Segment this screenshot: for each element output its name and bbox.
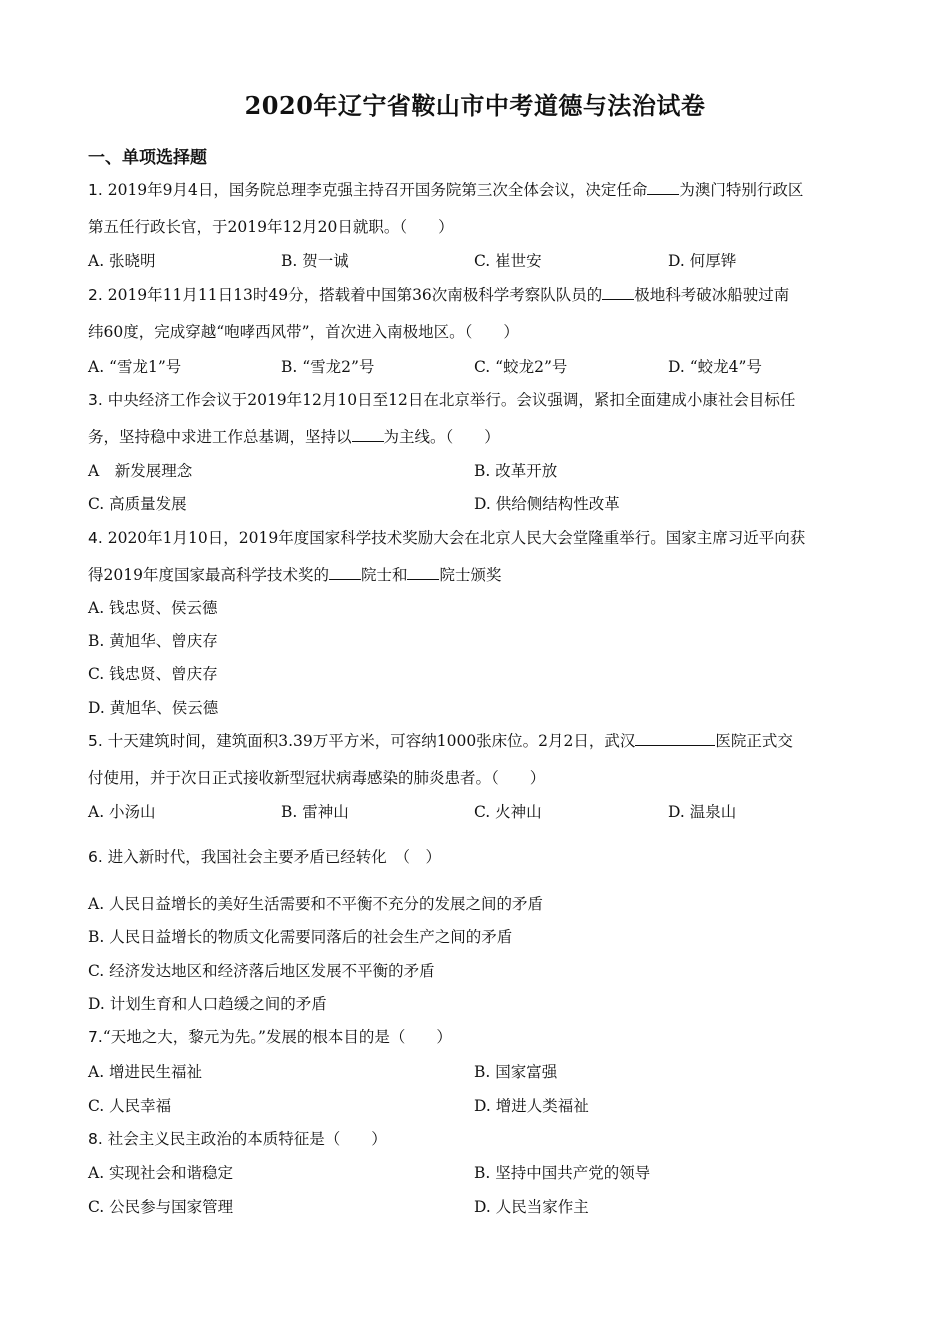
question-4-option-b: B. 黄旭华、曾庆存	[88, 632, 218, 650]
question-5-option-c: C. 火神山	[474, 803, 542, 821]
page-title: 2020年辽宁省鞍山市中考道德与法治试卷	[244, 91, 706, 120]
question-5-line-2: 付使用，并于次日正式接收新型冠状病毒感染的肺炎患者。（ ）	[88, 769, 546, 787]
question-8-option-c: C. 公民参与国家管理	[88, 1198, 234, 1216]
question-2-option-d: D. “蛟龙4”号	[668, 358, 762, 376]
question-1-line-2: 第五任行政长官，于2019年12月20日就职。（ ）	[88, 218, 454, 236]
question-2-line-1	[88, 283, 868, 305]
question-6-line-1	[88, 845, 868, 867]
question-3-option-d: D. 供给侧结构性改革	[474, 495, 620, 513]
question-2-number: 2.	[88, 286, 103, 304]
question-2-text-b: 极地科考破冰船驶过南	[634, 286, 790, 304]
question-8-text: 社会主义民主政治的本质特征是（ ）	[102, 1130, 387, 1148]
question-2-option-c: C. “蛟龙2”号	[474, 358, 568, 376]
question-8-number: 8.	[88, 1130, 103, 1148]
question-8-option-b: B. 坚持中国共产党的领导	[474, 1164, 651, 1182]
question-3-text: 中央经济工作会议于2019年12月10日至12日在北京举行。会议强调，紧扣全面建成小康社会目标任	[102, 391, 796, 409]
question-4-number: 4.	[88, 529, 103, 547]
question-6-number: 6.	[88, 848, 103, 866]
question-4-option-d: D. 黄旭华、侯云德	[88, 699, 219, 717]
question-6-option-a: A. 人民日益增长的美好生活需要和不平衡不充分的发展之间的矛盾	[88, 895, 544, 913]
question-2-option-b: B. “雪龙2”号	[281, 358, 375, 376]
question-6-option-d: D. 计划生育和人口趋缓之间的矛盾	[88, 995, 327, 1013]
question-1-option-d: D. 何厚铧	[668, 252, 737, 270]
section-heading: 一、单项选择题	[88, 148, 207, 168]
question-7-line-1	[88, 1025, 868, 1047]
question-1-option-c: C. 崔世安	[474, 252, 542, 270]
question-4-text: 2020年1月10日，2019年度国家科学技术奖励大会在北京人民大会堂隆重举行。国家主席习近平向获	[102, 529, 806, 547]
question-8-line-1	[88, 1127, 868, 1149]
question-5-option-d: D. 温泉山	[668, 803, 737, 821]
answer-blank	[635, 731, 715, 746]
question-7-text: “天地之大，黎元为先。”发展的根本目的是（ ）	[102, 1028, 452, 1046]
question-8-option-a: A. 实现社会和谐稳定	[88, 1164, 234, 1182]
question-3-option-b: B. 改革开放	[474, 462, 558, 480]
question-5-text-b: 医院正式交	[715, 732, 793, 750]
question-6-text: 进入新时代，我国社会主要矛盾已经转化 （ ）	[102, 848, 441, 866]
question-4-text-b: 院士和	[360, 566, 408, 584]
question-6-option-b: B. 人民日益增长的物质文化需要同落后的社会生产之间的矛盾	[88, 928, 513, 946]
answer-blank	[352, 427, 384, 442]
question-2-option-a: A. “雪龙1”号	[88, 358, 182, 376]
answer-blank	[602, 285, 634, 300]
question-4-option-a: A. 钱忠贤、侯云德	[88, 599, 218, 617]
question-4-text-c: 院士颁奖	[439, 566, 502, 584]
question-1-text-a: 2019年9月4日，国务院总理李克强主持召开国务院第三次全体会议，决定任命	[102, 181, 648, 199]
question-1-text-b: 为澳门特别行政区	[679, 181, 804, 199]
question-3-line-1	[88, 388, 868, 410]
question-7-option-b: B. 国家富强	[474, 1063, 558, 1081]
question-3-option-c: C. 高质量发展	[88, 495, 187, 513]
question-5-option-b: B. 雷神山	[281, 803, 349, 821]
question-5-text-a: 十天建筑时间，建筑面积3.39万平方米，可容纳1000张床位。2月2日，武汉	[102, 732, 636, 750]
question-1-option-b: B. 贺一诚	[281, 252, 349, 270]
question-4-line-2	[88, 563, 868, 585]
question-3-number: 3.	[88, 391, 103, 409]
question-5-option-a: A. 小汤山	[88, 803, 156, 821]
question-2-text-a: 2019年11月11日13时49分，搭载着中国第36次南极科学考察队队员的	[102, 286, 603, 304]
question-7-number: 7.	[88, 1028, 103, 1046]
question-5-line-1	[88, 729, 868, 751]
question-8-option-d: D. 人民当家作主	[474, 1198, 589, 1216]
question-5-number: 5.	[88, 732, 103, 750]
question-7-option-d: D. 增进人类福祉	[474, 1097, 589, 1115]
question-1-option-a: A. 张晓明	[88, 252, 156, 270]
question-2-line-2: 纬60度，完成穿越“咆哮西风带”，首次进入南极地区。（ ）	[88, 323, 519, 341]
question-4-text-a: 得2019年度国家最高科学技术奖的	[88, 566, 329, 584]
question-6-option-c: C. 经济发达地区和经济落后地区发展不平衡的矛盾	[88, 962, 435, 980]
question-3-option-a: A 新发展理念	[88, 462, 193, 480]
answer-blank	[647, 180, 679, 195]
question-4-option-c: C. 钱忠贤、曾庆存	[88, 665, 218, 683]
question-7-option-a: A. 增进民生福祉	[88, 1063, 203, 1081]
question-1-line-1	[88, 178, 868, 200]
answer-blank	[329, 565, 361, 580]
question-4-line-1	[88, 526, 868, 548]
question-3-text-b: 为主线。（ ）	[383, 428, 500, 446]
answer-blank	[407, 565, 439, 580]
question-3-line-2	[88, 425, 868, 447]
question-1-number: 1.	[88, 181, 103, 199]
question-7-option-c: C. 人民幸福	[88, 1097, 172, 1115]
question-3-text-a: 务，坚持稳中求进工作总基调，坚持以	[88, 428, 352, 446]
